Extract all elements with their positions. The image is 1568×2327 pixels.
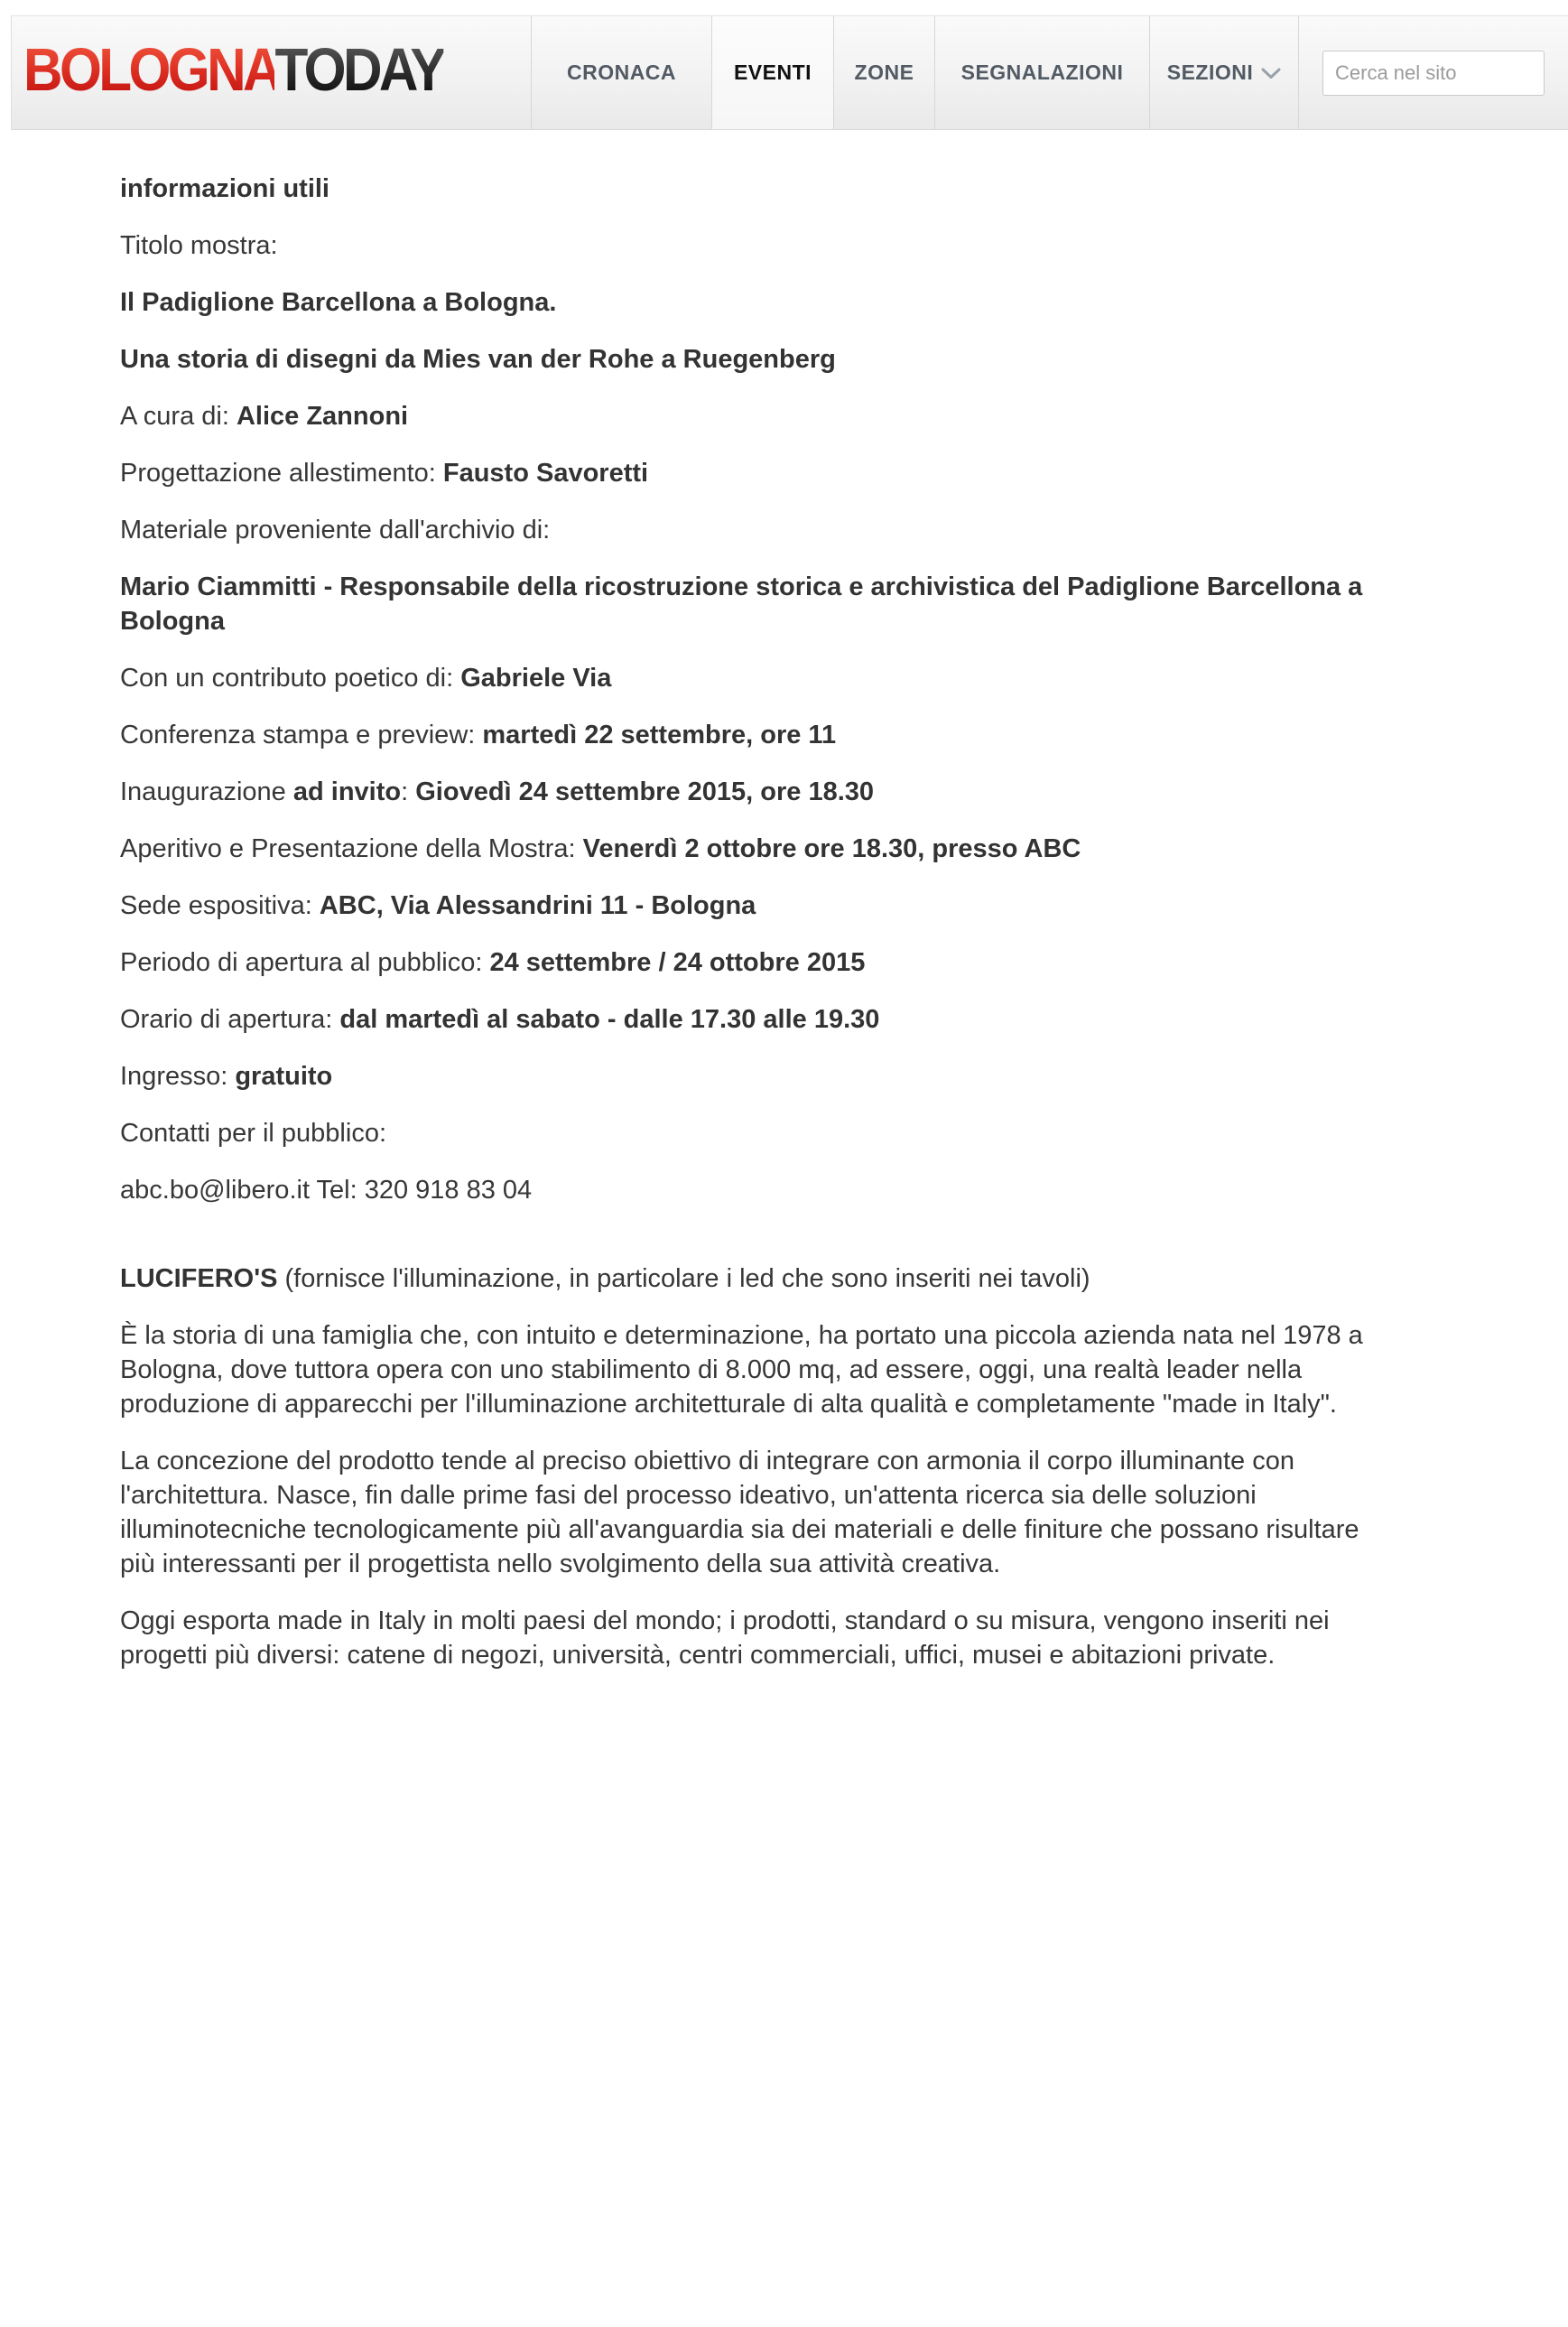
article-paragraph [120,1002,1365,1037]
paragraph-text: Aperitivo e Presentazione della Mostra: [120,834,583,863]
article-paragraph [120,456,1365,490]
paragraph-bold-text: Una storia di disegni da Mies van der Rohe a Ruegenberg [120,345,836,374]
paragraph-text: abc.bo@libero.it Tel: 320 918 83 04 [120,1176,533,1205]
nav-item-cronaca[interactable] [531,16,711,129]
search-input[interactable] [1322,51,1545,96]
article-paragraph [120,1116,1365,1150]
paragraph-text: Orario di apertura: [120,1005,340,1034]
paragraph-text: A cura di: [120,402,237,431]
article-paragraph [120,945,1365,980]
paragraph-text: (fornisce l'illuminazione, in particolare i led che sono inseriti nei tavoli) [277,1264,1090,1293]
article-paragraph [120,832,1365,866]
logo-part-bologna: BOLOGNA [23,36,275,104]
article-paragraph [120,1444,1365,1581]
chevron-down-icon [1261,68,1281,80]
paragraph-text: Con un contributo poetico di: [120,664,461,693]
paragraph-bold-text: ABC, Via Alessandrini 11 - Bologna [319,891,756,920]
article-paragraph [120,285,1365,320]
search-area [1298,16,1568,129]
paragraph-text: Conferenza stampa e preview: [120,721,483,749]
paragraph-bold-text: 24 settembre / 24 ottobre 2015 [489,948,866,977]
paragraph-text: La concezione del prodotto tende al preciso obiettivo di integrare con armonia il corpo illuminante con l'architettura. Nasce, fin dalle prime fasi del processo ideativo, un'attenta ricerca sia delle soluzioni illuminotecniche tecnologicamente più all'avanguardia sia dei materiali e delle finiture che possano risultare più interessanti per il progettista nello svolgimento della sua attività creativa. [120,1447,1359,1578]
paragraph-text: Materiale proveniente dall'archivio di: [120,516,551,545]
article-paragraph [120,172,1365,206]
site-logo[interactable] [12,16,531,129]
logo-part-today: TODAY [274,36,443,104]
main-nav [531,16,1298,129]
paragraph-text: : [401,777,416,806]
article-paragraph [120,1059,1365,1094]
paragraph-text: Inaugurazione [120,777,293,806]
paragraph-bold-text: Giovedì 24 settembre 2015, ore 18.30 [415,777,875,806]
article-paragraph [120,1604,1365,1672]
nav-item-label: EVENTI [733,61,812,84]
paragraph-bold-text: dal martedì al sabato - dalle 17.30 alle 19.30 [339,1005,880,1034]
article-paragraph [120,342,1365,377]
paragraph-bold-text: martedì 22 settembre, ore 11 [482,721,837,749]
paragraph-text: Oggi esporta made in Italy in molti paesi del mondo; i prodotti, standard o su misura, vengono inseriti nei progetti più diversi: catene di negozi, università, centri commerciali, uffici, musei e abitazioni private. [120,1606,1330,1670]
paragraph-text: Contatti per il pubblico: [120,1119,386,1148]
paragraph-text: Ingresso: [120,1062,236,1091]
paragraph-bold-text: LUCIFERO'S [120,1264,278,1293]
paragraph-bold-text: Venerdì 2 ottobre ore 18.30, presso ABC [582,834,1081,863]
article-paragraph [120,1173,1365,1207]
paragraph-text: Sede espositiva: [120,891,320,920]
site-logo-text [23,36,443,104]
paragraph-bold-text: informazioni utili [120,174,329,203]
paragraph-bold-text: Mario Ciammitti - Responsabile della ricostruzione storica e archivistica del Padiglione Barcellona a Bologna [120,572,1363,636]
article-paragraph [120,1261,1365,1296]
nav-item-label: CRONACA [566,61,677,84]
paragraph-text: Periodo di apertura al pubblico: [120,948,490,977]
paragraph-bold-text: Fausto Savoretti [442,459,649,488]
article-paragraph [120,1318,1365,1421]
site-header [11,15,1568,130]
article-paragraph [120,399,1365,433]
paragraph-bold-text: ad invito [292,777,402,806]
paragraph-bold-text: Il Padiglione Barcellona a Bologna. [120,288,557,317]
article-paragraph [120,889,1365,923]
article-paragraph [120,513,1365,547]
paragraph-bold-text: gratuito [235,1062,333,1091]
nav-item-zone[interactable] [833,16,934,129]
article-body [0,130,1568,1803]
nav-item-label: SEZIONI [1166,61,1254,84]
paragraph-text: È la storia di una famiglia che, con intuito e determinazione, ha portato una piccola azienda nata nel 1978 a Bologna, dove tuttora opera con uno stabilimento di 8.000 mq, ad essere, oggi, una realtà leader nella produzione di apparecchi per l'illuminazione architetturale di alta qualità e completamente "made in Italy". [120,1321,1363,1419]
nav-item-eventi[interactable] [711,16,833,129]
article-paragraph [120,775,1365,809]
nav-item-segnalazioni[interactable] [934,16,1149,129]
paragraph-bold-text: Gabriele Via [460,664,612,693]
nav-item-label: ZONE [854,61,914,84]
article-paragraph [120,228,1365,263]
paragraph-text: Titolo mostra: [120,231,278,260]
nav-item-label: SEGNALAZIONI [960,61,1124,84]
article-paragraph [120,718,1365,752]
article-paragraph [120,570,1365,638]
nav-item-sezioni[interactable] [1149,16,1298,129]
paragraph-text: Progettazione allestimento: [120,459,443,488]
article-paragraph [120,661,1365,695]
paragraph-bold-text: Alice Zannoni [236,402,409,431]
